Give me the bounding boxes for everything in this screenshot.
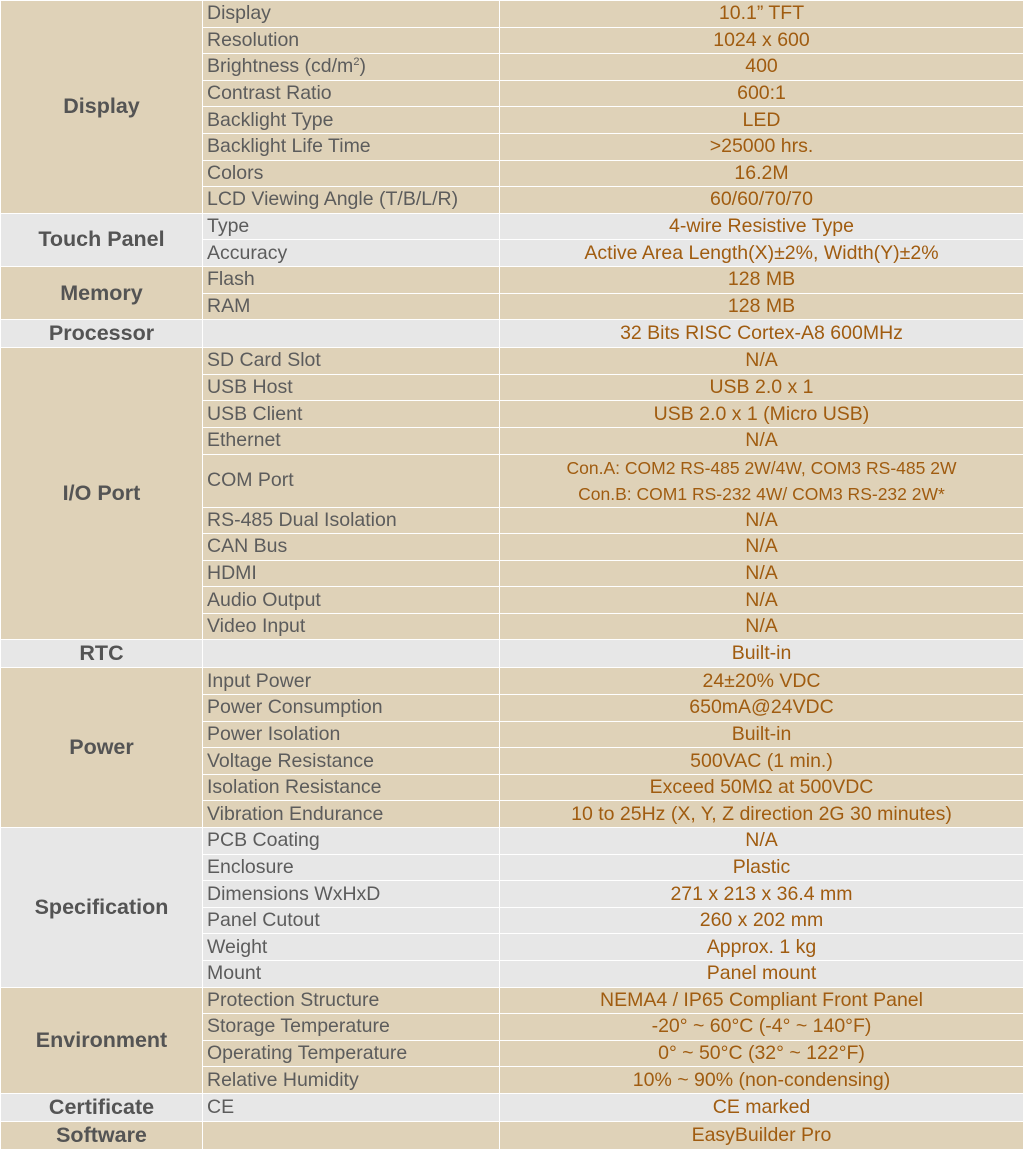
value-cell bbox=[500, 374, 1024, 401]
value-text: Built-in bbox=[731, 722, 792, 745]
property-text: Accuracy bbox=[207, 241, 288, 264]
value-text: Con.A: COM2 RS-485 2W/4W, COM3 RS-485 2W bbox=[566, 457, 957, 478]
value-cell bbox=[500, 240, 1024, 267]
category-specification: Specification bbox=[1, 828, 203, 988]
property-text: Storage Temperature bbox=[207, 1015, 390, 1038]
value-cell bbox=[500, 801, 1024, 828]
spec-row-processor-1 bbox=[1, 320, 1024, 348]
value-text: 500VAC (1 min.) bbox=[690, 749, 833, 772]
value-cell bbox=[500, 828, 1024, 855]
property-text: Protection Structure bbox=[207, 988, 380, 1011]
value-text: CE marked bbox=[712, 1095, 811, 1118]
value-text: 4-wire Resistive Type bbox=[669, 215, 854, 238]
property-label bbox=[203, 348, 500, 375]
value-cell bbox=[500, 427, 1024, 454]
value-text: Active Area Length(X)±2%, Width(Y)±2% bbox=[584, 241, 939, 264]
value-text: -20° ~ 60°C (-4° ~ 140°F) bbox=[651, 1015, 872, 1038]
value-text: Plastic bbox=[732, 855, 791, 878]
property-label bbox=[203, 934, 500, 961]
spec-row-certificate-1 bbox=[1, 1093, 1024, 1121]
spec-row-specification-1 bbox=[1, 828, 1024, 855]
value-text: 260 x 202 mm bbox=[699, 909, 824, 932]
value-text: Built-in bbox=[731, 642, 792, 665]
value-cell bbox=[500, 1014, 1024, 1041]
value-cell bbox=[500, 107, 1024, 134]
property-label bbox=[203, 1121, 500, 1149]
value-text: Approx. 1 kg bbox=[706, 935, 817, 958]
value-text: Exceed 50MΩ at 500VDC bbox=[649, 776, 874, 799]
value-cell bbox=[500, 854, 1024, 881]
property-text: Operating Temperature bbox=[207, 1042, 408, 1065]
property-text: CE bbox=[207, 1095, 235, 1118]
value-text: LED bbox=[742, 108, 781, 131]
value-text: N/A bbox=[745, 508, 778, 531]
property-text: Type bbox=[207, 215, 250, 238]
category-touch-panel: Touch Panel bbox=[1, 213, 203, 266]
value-cell bbox=[500, 534, 1024, 561]
spec-row-i-o-port-1 bbox=[1, 348, 1024, 375]
property-label bbox=[203, 1, 500, 28]
property-text: RAM bbox=[207, 294, 251, 317]
value-text: 24±20% VDC bbox=[702, 669, 821, 692]
property-label bbox=[203, 374, 500, 401]
value-text: 600:1 bbox=[737, 82, 786, 105]
value-text: 128 MB bbox=[727, 268, 796, 291]
category-i-o-port: I/O Port bbox=[1, 348, 203, 640]
category-display: Display bbox=[1, 1, 203, 214]
value-cell bbox=[500, 293, 1024, 320]
value-cell bbox=[500, 27, 1024, 54]
property-label bbox=[203, 401, 500, 428]
property-text-suffix: ) bbox=[359, 55, 366, 78]
value-cell bbox=[500, 560, 1024, 587]
property-label bbox=[203, 133, 500, 160]
property-label bbox=[203, 160, 500, 187]
property-text: RS-485 Dual Isolation bbox=[207, 508, 397, 531]
value-text: 10.1” TFT bbox=[718, 2, 805, 25]
property-text: COM Port bbox=[207, 469, 294, 491]
value-cell bbox=[500, 587, 1024, 614]
value-cell bbox=[500, 1040, 1024, 1067]
property-label bbox=[203, 27, 500, 54]
value-cell bbox=[500, 348, 1024, 375]
value-cell bbox=[500, 1067, 1024, 1094]
property-label bbox=[203, 854, 500, 881]
property-text: USB Host bbox=[207, 376, 293, 399]
category-processor: Processor bbox=[1, 320, 203, 348]
value-text: 271 x 213 x 36.4 mm bbox=[670, 882, 853, 905]
superscript: 2 bbox=[353, 56, 360, 69]
value-text: 400 bbox=[745, 55, 778, 78]
property-label bbox=[203, 54, 500, 81]
value-text: N/A bbox=[745, 429, 778, 452]
property-label bbox=[203, 640, 500, 668]
value-text-line-2: Con.B: COM1 RS-232 4W/ COM3 RS-232 2W* bbox=[578, 483, 945, 504]
value-cell bbox=[500, 1093, 1024, 1121]
property-label bbox=[203, 1040, 500, 1067]
property-label bbox=[203, 293, 500, 320]
spec-row-display-1 bbox=[1, 1, 1024, 28]
property-text: Display bbox=[207, 2, 271, 25]
property-text: Input Power bbox=[207, 669, 312, 692]
value-cell bbox=[500, 668, 1024, 695]
property-label bbox=[203, 534, 500, 561]
property-text: Power Consumption bbox=[207, 696, 383, 719]
value-cell bbox=[500, 907, 1024, 934]
value-text: NEMA4 / IP65 Compliant Front Panel bbox=[600, 988, 923, 1011]
value-cell bbox=[500, 640, 1024, 668]
spec-row-software-1 bbox=[1, 1121, 1024, 1149]
value-cell bbox=[500, 454, 1024, 507]
property-text: HDMI bbox=[207, 561, 257, 584]
property-label bbox=[203, 587, 500, 614]
property-text: USB Client bbox=[207, 402, 303, 425]
value-cell bbox=[500, 881, 1024, 908]
property-label bbox=[203, 1093, 500, 1121]
value-cell bbox=[500, 507, 1024, 534]
value-text: 128 MB bbox=[727, 294, 796, 317]
property-label bbox=[203, 1067, 500, 1094]
property-label bbox=[203, 320, 500, 348]
property-text: Weight bbox=[207, 935, 268, 958]
value-cell bbox=[500, 934, 1024, 961]
property-text: CAN Bus bbox=[207, 535, 288, 558]
property-label bbox=[203, 774, 500, 801]
property-label bbox=[203, 881, 500, 908]
category-software: Software bbox=[1, 1121, 203, 1149]
property-label bbox=[203, 961, 500, 988]
property-label bbox=[203, 613, 500, 640]
property-text: Flash bbox=[207, 268, 255, 291]
property-text: Backlight Type bbox=[207, 108, 334, 131]
value-text: 10 to 25Hz (X, Y, Z direction 2G 30 minutes) bbox=[571, 802, 952, 825]
category-environment: Environment bbox=[1, 987, 203, 1093]
property-text: Panel Cutout bbox=[207, 909, 320, 932]
spec-row-touch-panel-1 bbox=[1, 213, 1024, 240]
value-text: N/A bbox=[745, 535, 778, 558]
value-cell bbox=[500, 1, 1024, 28]
property-label bbox=[203, 801, 500, 828]
value-text: N/A bbox=[745, 615, 778, 638]
value-cell bbox=[500, 54, 1024, 81]
value-text: N/A bbox=[745, 349, 778, 372]
spec-row-memory-1 bbox=[1, 266, 1024, 293]
property-text: Relative Humidity bbox=[207, 1068, 359, 1091]
value-cell bbox=[500, 266, 1024, 293]
value-text: EasyBuilder Pro bbox=[691, 1123, 832, 1146]
property-label bbox=[203, 907, 500, 934]
property-text: Contrast Ratio bbox=[207, 82, 332, 105]
value-text: 16.2M bbox=[734, 161, 789, 184]
value-cell bbox=[500, 401, 1024, 428]
property-text: Power Isolation bbox=[207, 722, 341, 745]
value-text: USB 2.0 x 1 bbox=[709, 376, 814, 399]
value-cell bbox=[500, 80, 1024, 107]
property-label bbox=[203, 240, 500, 267]
spec-row-environment-1 bbox=[1, 987, 1024, 1014]
value-text: 32 Bits RISC Cortex-A8 600MHz bbox=[620, 322, 903, 345]
value-text: 650mA@24VDC bbox=[689, 696, 834, 719]
spec-row-rtc-1 bbox=[1, 640, 1024, 668]
property-text: Vibration Endurance bbox=[207, 802, 384, 825]
property-label bbox=[203, 695, 500, 722]
spec-row-power-1 bbox=[1, 668, 1024, 695]
value-text: 0° ~ 50°C (32° ~ 122°F) bbox=[658, 1042, 865, 1065]
value-text: N/A bbox=[745, 829, 778, 852]
property-label bbox=[203, 987, 500, 1014]
property-text: Mount bbox=[207, 962, 262, 985]
category-certificate: Certificate bbox=[1, 1093, 203, 1121]
value-text: >25000 hrs. bbox=[709, 135, 814, 158]
value-text: N/A bbox=[745, 561, 778, 584]
property-text: Backlight Life Time bbox=[207, 135, 371, 158]
value-cell bbox=[500, 187, 1024, 214]
property-text: Ethernet bbox=[207, 429, 281, 452]
property-label bbox=[203, 560, 500, 587]
property-text: Colors bbox=[207, 161, 264, 184]
category-power: Power bbox=[1, 668, 203, 828]
value-text: N/A bbox=[745, 588, 778, 611]
property-text: Audio Output bbox=[207, 588, 321, 611]
property-text: LCD Viewing Angle (T/B/L/R) bbox=[207, 188, 459, 211]
property-text: Isolation Resistance bbox=[207, 776, 382, 799]
value-cell bbox=[500, 213, 1024, 240]
property-text: Resolution bbox=[207, 28, 300, 51]
value-cell bbox=[500, 987, 1024, 1014]
property-label bbox=[203, 828, 500, 855]
value-cell bbox=[500, 695, 1024, 722]
property-label bbox=[203, 454, 500, 507]
property-label bbox=[203, 213, 500, 240]
spec-table-body bbox=[1, 1, 1024, 1150]
property-label bbox=[203, 80, 500, 107]
value-cell bbox=[500, 748, 1024, 775]
category-rtc: RTC bbox=[1, 640, 203, 668]
value-cell bbox=[500, 133, 1024, 160]
value-text: 60/60/70/70 bbox=[709, 188, 813, 211]
property-label bbox=[203, 427, 500, 454]
property-text: Voltage Resistance bbox=[207, 749, 374, 772]
property-text: SD Card Slot bbox=[207, 349, 321, 372]
value-cell bbox=[500, 961, 1024, 988]
property-label bbox=[203, 107, 500, 134]
property-text: Video Input bbox=[207, 615, 306, 638]
value-cell bbox=[500, 1121, 1024, 1149]
value-cell bbox=[500, 613, 1024, 640]
value-text: 1024 x 600 bbox=[713, 28, 810, 51]
value-text: Panel mount bbox=[706, 962, 817, 985]
property-label bbox=[203, 266, 500, 293]
value-text: 10% ~ 90% (non-condensing) bbox=[632, 1068, 891, 1091]
property-text: Enclosure bbox=[207, 855, 294, 878]
category-memory: Memory bbox=[1, 266, 203, 319]
value-cell bbox=[500, 320, 1024, 348]
value-text: USB 2.0 x 1 (Micro USB) bbox=[653, 402, 870, 425]
property-text: Dimensions WxHxD bbox=[207, 882, 381, 905]
value-cell bbox=[500, 774, 1024, 801]
property-label bbox=[203, 748, 500, 775]
value-cell bbox=[500, 160, 1024, 187]
property-text: Brightness (cd/m bbox=[207, 55, 354, 78]
property-label bbox=[203, 507, 500, 534]
property-label bbox=[203, 187, 500, 214]
property-label bbox=[203, 1014, 500, 1041]
property-text: PCB Coating bbox=[207, 829, 320, 852]
property-label bbox=[203, 721, 500, 748]
property-label bbox=[203, 668, 500, 695]
value-cell bbox=[500, 721, 1024, 748]
